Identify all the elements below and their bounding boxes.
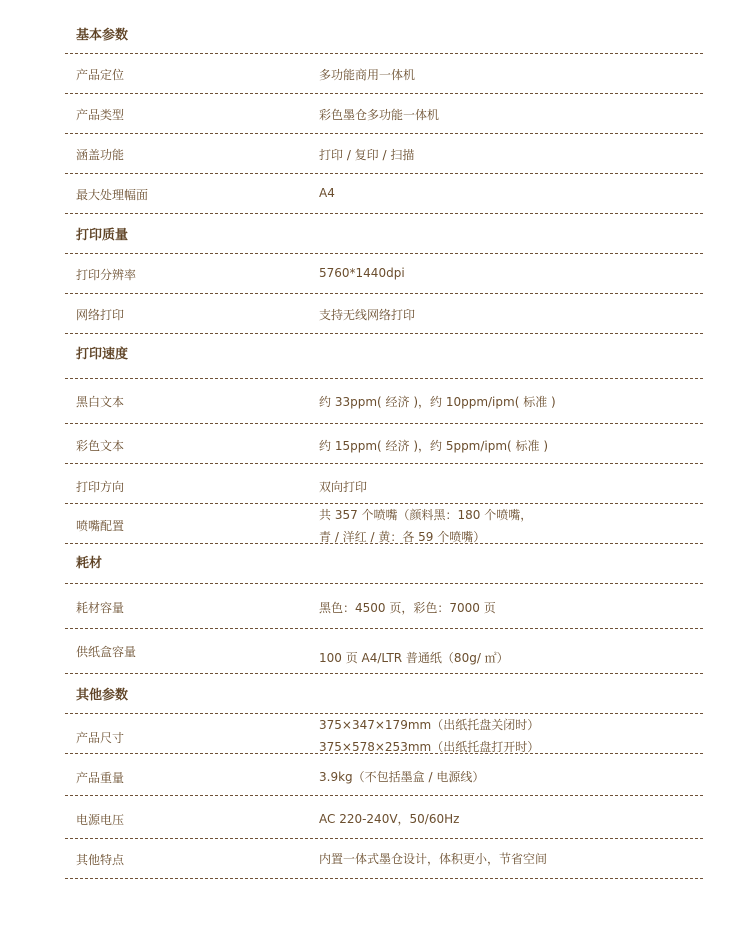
spec-value: A4 (319, 186, 335, 200)
spec-row (65, 584, 703, 629)
spec-label: 供纸盒容量 (76, 645, 137, 659)
spec-row (65, 134, 703, 174)
section-header (65, 674, 703, 714)
section-title: 耗材 (76, 556, 103, 571)
section-header (65, 544, 703, 584)
spec-label: 彩色文本 (76, 439, 125, 453)
spec-label: 产品尺寸 (76, 731, 125, 745)
spec-row (65, 504, 703, 544)
spec-row (65, 464, 703, 504)
spec-label: 打印分辨率 (76, 268, 137, 282)
spec-label: 产品类型 (76, 108, 125, 122)
section-title: 打印速度 (76, 347, 129, 362)
spec-value: 5760*1440dpi (319, 266, 405, 280)
spec-value: 约 33ppm( 经济 )，约 10ppm/ipm( 标准 ) (319, 395, 556, 409)
spec-label: 最大处理幅面 (76, 188, 149, 202)
spec-value: 3.9kg（不包括墨盒 / 电源线） (319, 770, 485, 784)
spec-label: 打印方向 (76, 480, 125, 494)
spec-value: 彩色墨仓多功能一体机 (319, 108, 440, 122)
spec-label: 喷嘴配置 (76, 519, 125, 533)
spec-label: 网络打印 (76, 308, 125, 322)
spec-row (65, 796, 703, 839)
spec-value: 双向打印 (319, 480, 368, 494)
section-title: 其他参数 (76, 688, 129, 703)
spec-label: 产品重量 (76, 771, 125, 785)
section-title: 打印质量 (76, 228, 129, 243)
spec-value: AC 220-240V，50/60Hz (319, 812, 460, 826)
spec-label: 其他特点 (76, 853, 125, 867)
section-header (65, 334, 703, 379)
spec-value: 内置一体式墨仓设计，体积更小，节省空间 (319, 852, 548, 866)
spec-row (65, 754, 703, 796)
spec-row (65, 839, 703, 879)
spec-value-line2: 青 / 洋红 / 黄：各 59 个喷嘴） (319, 530, 486, 544)
section-header (65, 14, 703, 54)
spec-row (65, 629, 703, 674)
spec-value: 打印 / 复印 / 扫描 (319, 148, 415, 162)
spec-value-line2: 375×578×253mm（出纸托盘打开时） (319, 740, 540, 754)
spec-label: 黑白文本 (76, 395, 125, 409)
spec-value: 约 15ppm( 经济 )，约 5ppm/ipm( 标准 ) (319, 439, 549, 453)
spec-value: 100 页 A4/LTR 普通纸（80g/ ㎡） (319, 651, 509, 665)
spec-row (65, 54, 703, 94)
spec-row (65, 424, 703, 464)
section-header (65, 214, 703, 254)
spec-row (65, 714, 703, 754)
spec-value: 支持无线网络打印 (319, 308, 416, 322)
spec-row (65, 294, 703, 334)
section-title: 基本参数 (76, 28, 129, 43)
spec-value: 多功能商用一体机 (319, 68, 416, 82)
spec-value: 375×347×179mm（出纸托盘关闭时） (319, 718, 540, 732)
spec-value: 黑色：4500 页，彩色：7000 页 (319, 601, 496, 615)
spec-label: 产品定位 (76, 68, 125, 82)
spec-row (65, 174, 703, 214)
spec-label: 电源电压 (76, 813, 125, 827)
spec-label: 耗材容量 (76, 601, 125, 615)
spec-row (65, 379, 703, 424)
spec-row (65, 94, 703, 134)
spec-row (65, 254, 703, 294)
spec-value: 共 357 个喷嘴（颜料黑：180 个喷嘴， (319, 508, 533, 522)
spec-label: 涵盖功能 (76, 148, 125, 162)
